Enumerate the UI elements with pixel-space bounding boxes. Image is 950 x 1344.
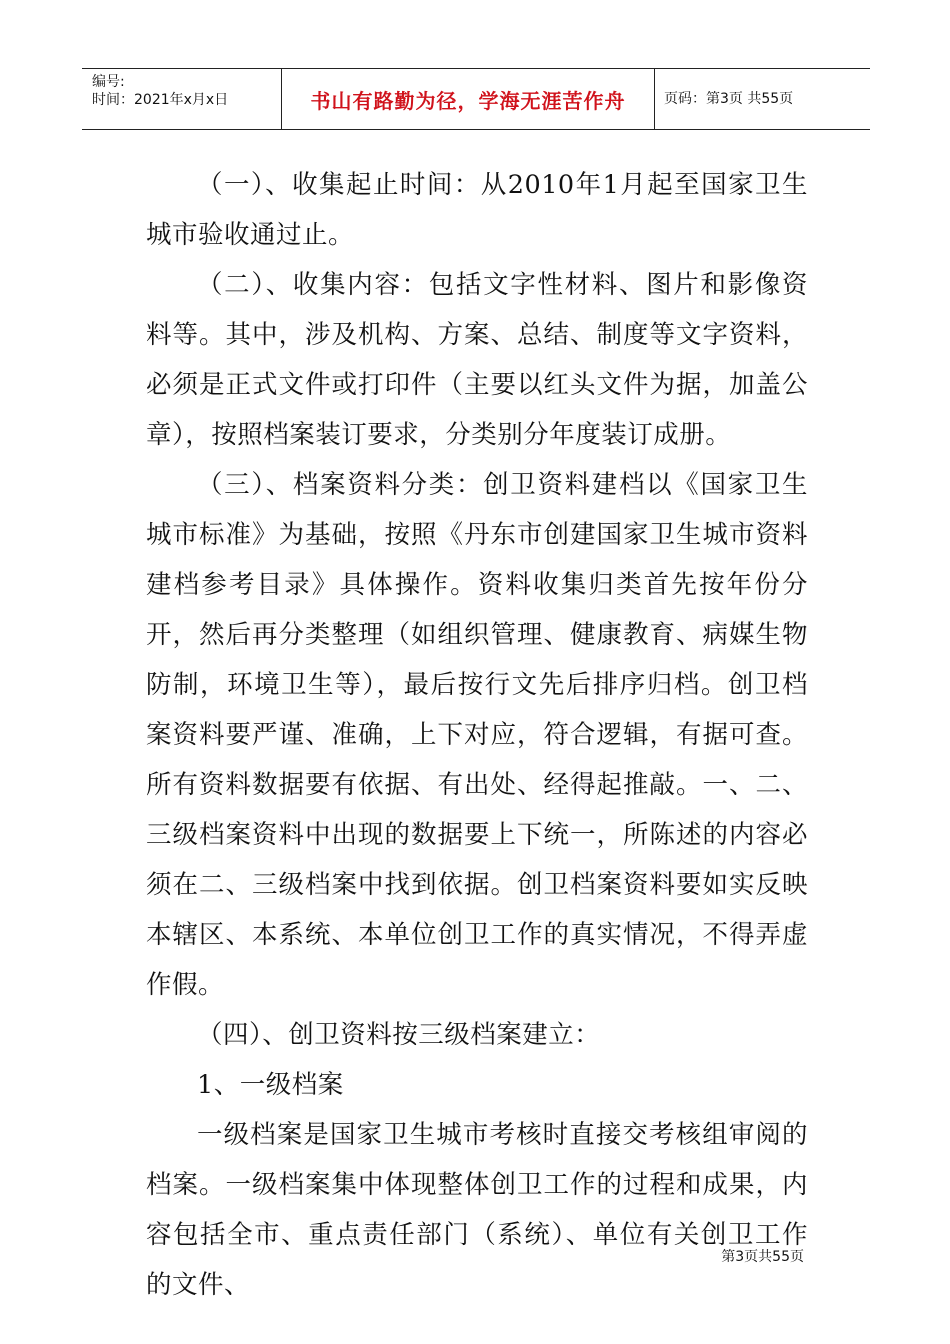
header-motto-cell bbox=[281, 69, 655, 129]
paragraph-level-one-archive: 一级档案是国家卫生城市考核时直接交考核组审阅的档案。一级档案集中体现整体创卫工作的过程和成果，内容包括全市、重点责任部门（系统）、单位有关创卫工作的文件、 bbox=[146, 1120, 808, 1300]
paragraph-archive-classification: （三）、档案资料分类：创卫资料建档以《国家卫生城市标准》为基础，按照《丹东市创建国家卫生城市资料建档参考目录》具体操作。资料收集归类首先按年份分开，然后再分类整理（如组织管理、健康教育、病媒生物防制，环境卫生等），最后按行文先后排序归档。创卫档案资料要严谨、准确，上下对应，符合逻辑，有据可查。所有资料数据要有依据、有出处、经得起推敲。一、二、三级档案资料中出现的数据要上下统一，所陈述的内容必须在二、三级档案中找到依据。创卫档案资料要如实反映本辖区、本系统、本单位创卫工作的真实情况，不得弄虚作假。 bbox=[146, 470, 808, 1000]
paragraph-three-level-archive: （四）、创卫资料按三级档案建立： bbox=[197, 1020, 601, 1050]
paragraph-collection-content: （二）、收集内容：包括文字性材料、图片和影像资料等。其中，涉及机构、方案、总结、制度等文字资料，必须是正式文件或打印件（主要以红头文件为据，加盖公章），按照档案装订要求，分类别分年度装订成册。 bbox=[146, 270, 808, 450]
header-meta bbox=[82, 69, 280, 129]
page-header bbox=[82, 68, 870, 130]
document-date-label: 时间：2021年x月x日 bbox=[92, 92, 229, 108]
footer-page-number: 第3页共55页 bbox=[721, 1249, 804, 1265]
header-motto: 书山有路勤为径，学海无涯苦作舟 bbox=[310, 88, 626, 113]
heading-level-one-archive: 1、一级档案 bbox=[197, 1070, 344, 1100]
document-number-label: 编号: bbox=[92, 74, 125, 90]
document-body bbox=[146, 160, 808, 1310]
paragraph-collection-period: （一）、收集起止时间：从2010年1月起至国家卫生城市验收通过止。 bbox=[146, 170, 808, 250]
header-page-cell bbox=[654, 69, 870, 129]
header-page-number: 页码：第3页 共55页 bbox=[664, 91, 794, 107]
